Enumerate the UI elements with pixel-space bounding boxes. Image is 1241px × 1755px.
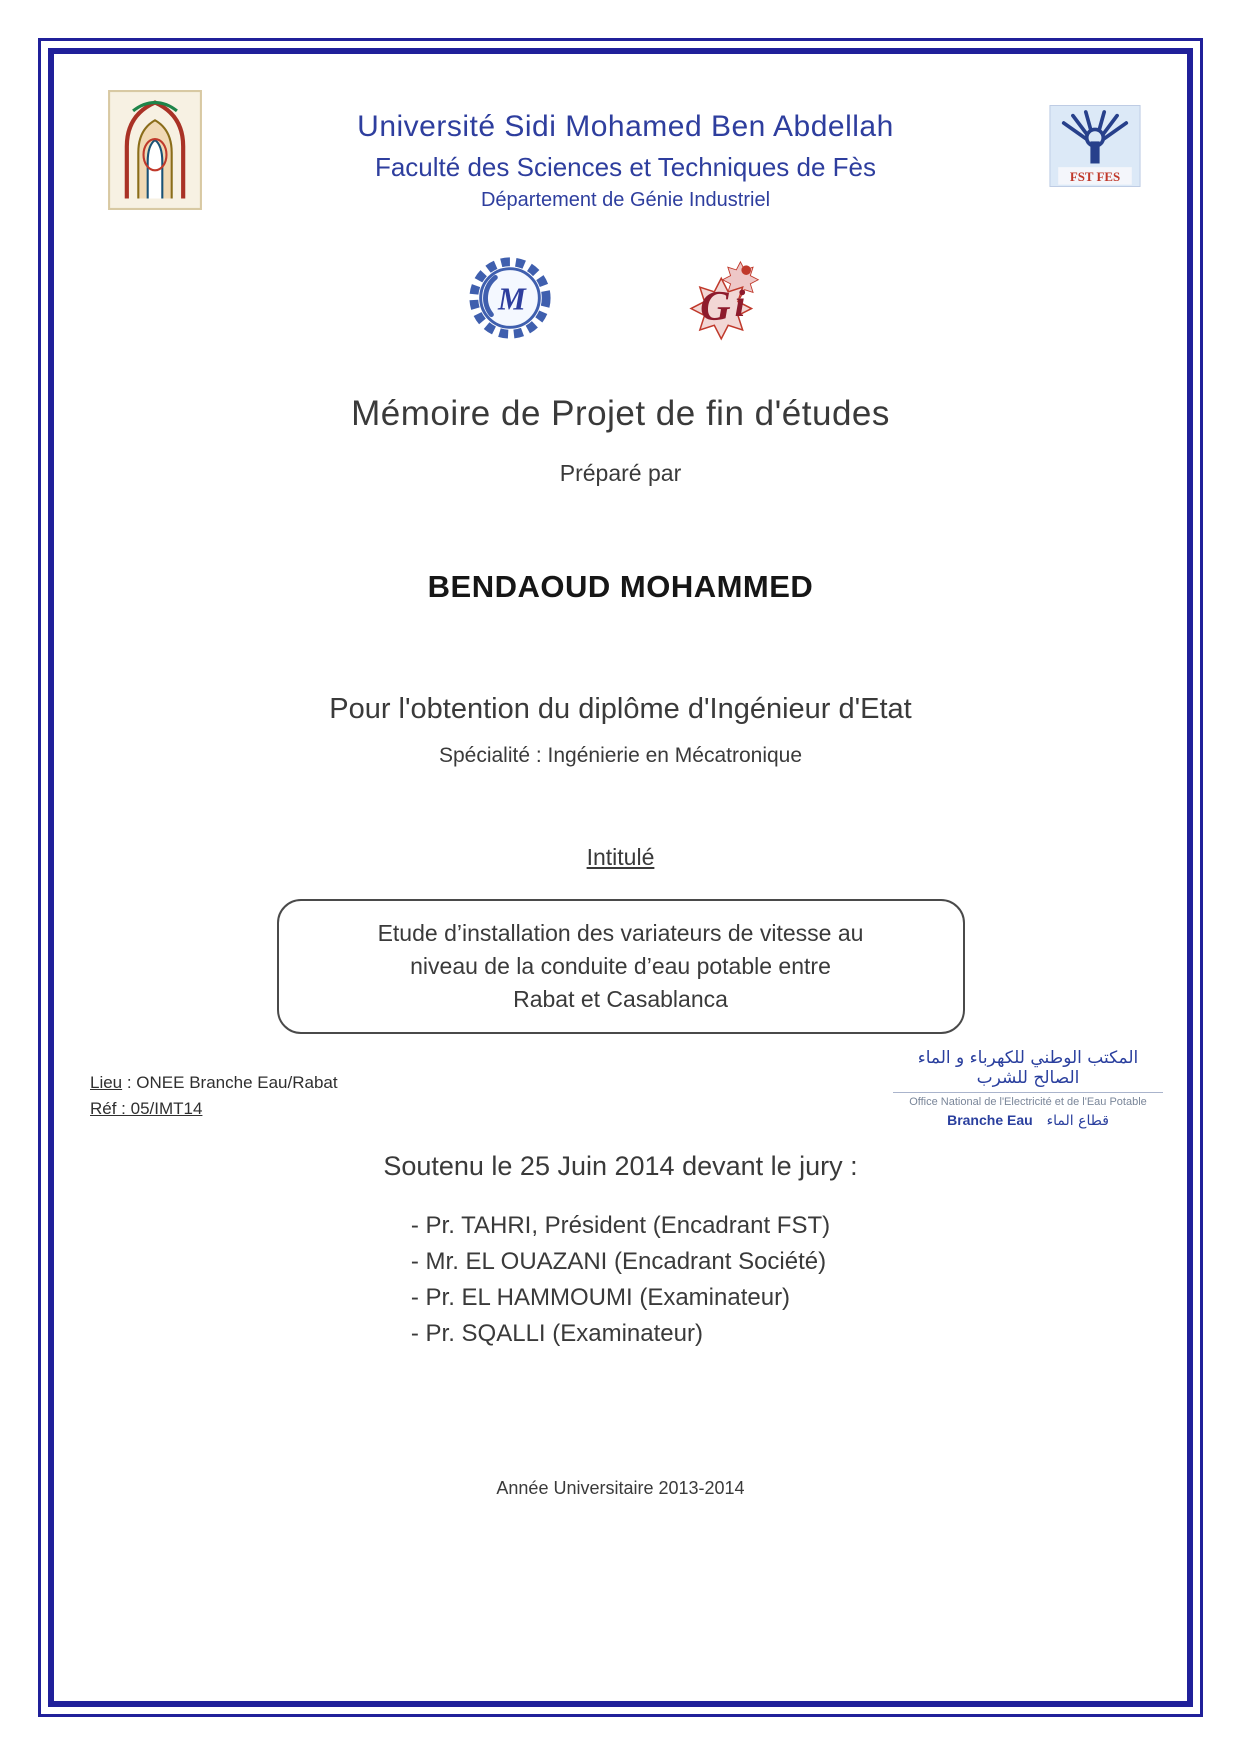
- jury-list: [411, 1208, 830, 1352]
- onee-branche-label: Branche Eau: [947, 1112, 1033, 1128]
- author-name: BENDAOUD MOHAMMED: [427, 569, 814, 604]
- lieu-line: [90, 1070, 338, 1096]
- defense-intro: Soutenu le 25 Juin 2014 devant le jury :: [383, 1151, 858, 1181]
- gi-letter-g: G: [700, 283, 731, 331]
- lieu-value: : ONEE Branche Eau/Rabat: [122, 1073, 338, 1092]
- institution-header: [202, 90, 1049, 212]
- diploma-line: Pour l'obtention du diplôme d'Ingénieur d'Etat: [329, 693, 912, 725]
- fst-fes-logo: [1049, 104, 1141, 188]
- speciality-line: Spécialité : Ingénierie en Mécatronique: [438, 744, 803, 767]
- onee-french-title: Office National de l'Electricité et de l'Eau Potable: [893, 1092, 1163, 1108]
- onee-branche-arabic: قطاع الماء: [1046, 1113, 1109, 1129]
- jury-member-3: - Pr. EL HAMMOUMI (Examinateur): [410, 1284, 791, 1311]
- location-row: [90, 1048, 1163, 1129]
- jury-member-4: - Pr. SQALLI (Examinateur): [410, 1320, 703, 1347]
- university-emblem-logo: [108, 90, 202, 210]
- department-name: Département de Génie Industriel: [480, 189, 771, 211]
- onee-arabic-title: المكتب الوطني للكهرباء و الماء الصالح للشرب: [917, 1048, 1139, 1088]
- genie-industriel-gi-logo: [679, 254, 775, 342]
- lieu-label: Lieu: [90, 1073, 123, 1092]
- header: [108, 90, 1141, 212]
- page-content: [60, 60, 1181, 1695]
- gi-letter-i: i: [734, 283, 746, 326]
- faculty-name: Faculté des Sciences et Techniques de Fès: [374, 152, 877, 182]
- jury-member-1: - Pr. TAHRI, Président (Encadrant FST): [410, 1212, 831, 1239]
- department-logos: [60, 254, 1181, 342]
- fst-fes-label: FST FES: [1069, 169, 1121, 184]
- prepared-by-label: Préparé par: [559, 460, 682, 486]
- subject-line-3: Rabat et Casablanca: [513, 986, 728, 1012]
- jury-member-2: - Mr. EL OUAZANI (Encadrant Société): [410, 1248, 827, 1275]
- gi-i-dot: [741, 265, 751, 275]
- thesis-subject-box: [277, 899, 965, 1034]
- location-block: [90, 1048, 338, 1122]
- onee-branche-eau: [893, 1112, 1163, 1129]
- subject-line-1: Etude d’installation des variateurs de vitesse au: [377, 920, 864, 946]
- onee-logo-block: [893, 1048, 1163, 1129]
- gear-m-letter: M: [498, 281, 526, 317]
- subject-line-2: niveau de la conduite d’eau potable entre: [410, 953, 831, 979]
- mechanics-gear-logo: [466, 254, 554, 342]
- memoire-title: Mémoire de Projet de fin d'études: [351, 394, 890, 433]
- ref-line: Réf : 05/IMT14: [90, 1099, 203, 1118]
- university-name: Université Sidi Mohamed Ben Abdellah: [357, 110, 894, 143]
- academic-year: Année Universitaire 2013-2014: [496, 1478, 745, 1498]
- intitule-label: Intitulé: [586, 844, 655, 870]
